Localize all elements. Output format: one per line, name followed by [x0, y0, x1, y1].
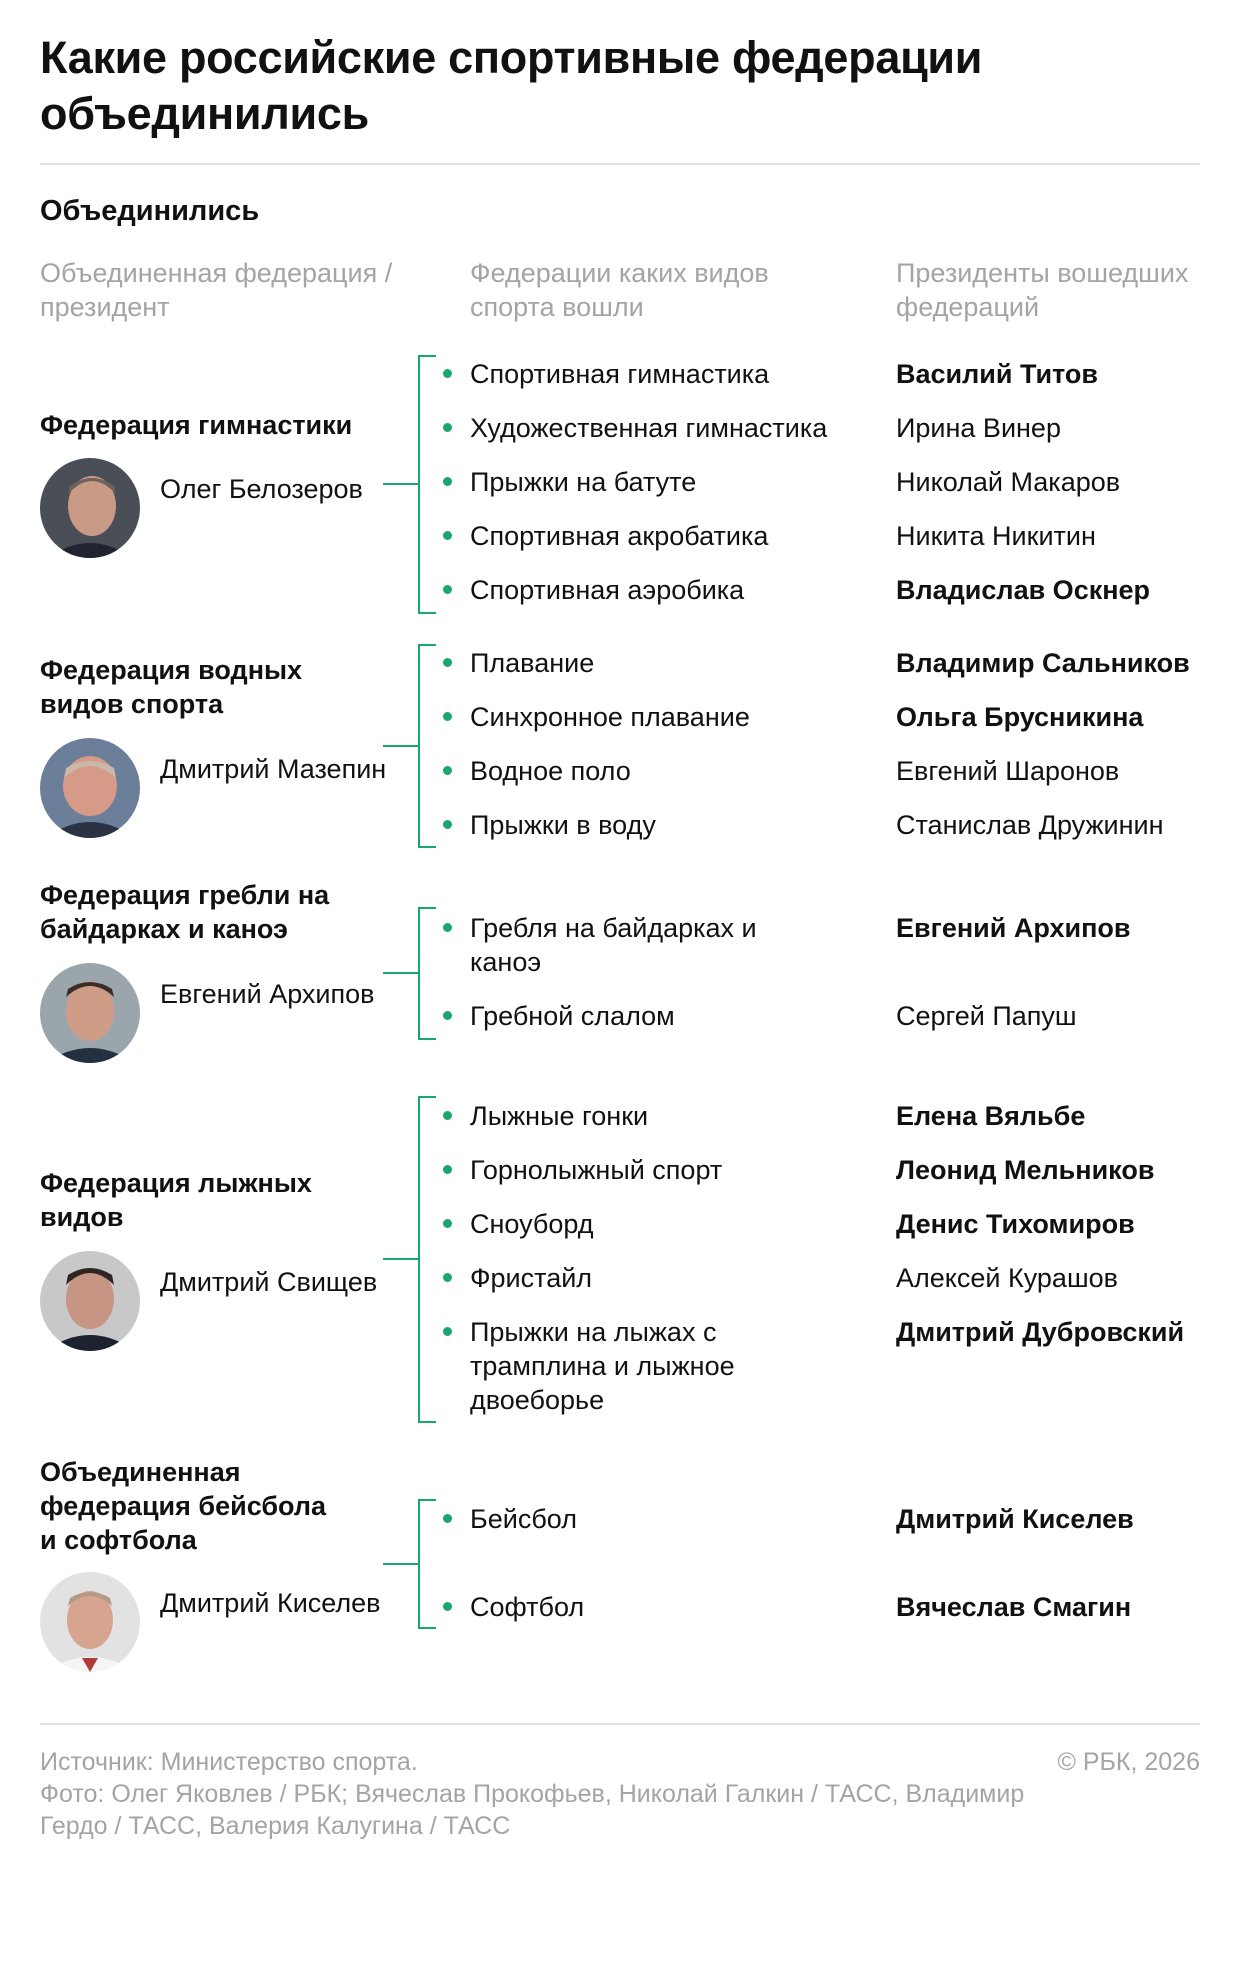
federation-name: Федерация водных видов спорта: [40, 655, 303, 719]
member-president: Ирина Винер: [896, 413, 1061, 443]
member-sport: Прыжки в воду: [470, 808, 870, 842]
member-president: Никита Никитин: [896, 521, 1096, 551]
photo-credits: Фото: Олег Яковлев / РБК; Вячеслав Прокофьев, Николай Галкин / ТАСС, Владимир Гердо / ТАСС, Валерия Калугина / ТАСС: [40, 1780, 1025, 1840]
bullet-icon: [443, 1273, 452, 1282]
group-bracket: [418, 1096, 436, 1423]
bracket-connector: [383, 745, 418, 747]
bullet-icon: [443, 1602, 452, 1611]
bracket-connector: [383, 1563, 418, 1565]
member-sport: Софтбол: [470, 1590, 870, 1624]
member-president: Евгений Шаронов: [896, 756, 1120, 786]
bracket-connector: [383, 972, 418, 974]
member-sport: Плавание: [470, 646, 870, 680]
member-sport: Прыжки на лыжах с трамплина и лыжное двоеборье: [470, 1315, 790, 1417]
group-bracket: [418, 907, 436, 1040]
source-note: Источник: Министерство спорта.: [40, 1748, 418, 1776]
bullet-icon: [443, 531, 452, 540]
group-bracket: [418, 355, 436, 614]
member-president: Леонид Мельников: [896, 1155, 1155, 1185]
bullet-icon: [443, 766, 452, 775]
divider: [40, 1723, 1200, 1725]
bullet-icon: [443, 712, 452, 721]
bullet-icon: [443, 658, 452, 667]
bullet-icon: [443, 423, 452, 432]
bullet-icon: [443, 369, 452, 378]
member-sport: Водное поло: [470, 754, 870, 788]
member-sport: Синхронное плавание: [470, 700, 870, 734]
member-president: Денис Тихомиров: [896, 1209, 1135, 1239]
federation-name: Федерация гребли на байдарках и каноэ: [40, 880, 330, 944]
member-president: Владислав Оскнер: [896, 575, 1151, 605]
column-header-sports: Федерации каких видов спорта вошли: [470, 258, 769, 322]
bullet-icon: [443, 820, 452, 829]
member-sport: Художественная гимнастика: [470, 411, 870, 445]
member-president: Станислав Дружинин: [896, 810, 1164, 840]
federation-president: Олег Белозеров: [160, 474, 363, 504]
member-president: Алексей Курашов: [896, 1263, 1118, 1293]
member-president: Николай Макаров: [896, 467, 1121, 497]
member-sport: Фристайл: [470, 1261, 870, 1295]
member-president: Дмитрий Дубровский: [896, 1317, 1185, 1347]
bullet-icon: [443, 1219, 452, 1228]
member-president: Евгений Архипов: [896, 913, 1131, 943]
bullet-icon: [443, 1327, 452, 1336]
group-bracket: [418, 1499, 436, 1629]
member-president: Василий Титов: [896, 359, 1098, 389]
president-photo: [40, 1572, 140, 1672]
member-president: Дмитрий Киселев: [896, 1504, 1134, 1534]
bullet-icon: [443, 1011, 452, 1020]
divider: [40, 163, 1200, 165]
group-bracket: [418, 644, 436, 848]
column-header-presidents: Президенты вошедших федераций: [896, 258, 1189, 322]
member-sport: Гребля на байдарках и каноэ: [470, 911, 770, 979]
federation-name: Федерация лыжных видов: [40, 1168, 312, 1232]
copyright: © РБК, 2026: [1057, 1748, 1200, 1776]
member-president: Вячеслав Смагин: [896, 1592, 1132, 1622]
bracket-connector: [383, 483, 418, 485]
section-heading: Объединились: [40, 195, 260, 227]
president-photo: [40, 1251, 140, 1351]
bullet-icon: [443, 1165, 452, 1174]
bullet-icon: [443, 1514, 452, 1523]
federation-president: Дмитрий Свищев: [160, 1267, 378, 1297]
bullet-icon: [443, 1111, 452, 1120]
member-president: Владимир Сальников: [896, 648, 1190, 678]
bullet-icon: [443, 477, 452, 486]
member-sport: Прыжки на батуте: [470, 465, 870, 499]
column-header-federation: Объединенная федерация / президент: [40, 258, 393, 322]
member-sport: Спортивная аэробика: [470, 573, 870, 607]
federation-president: Дмитрий Мазепин: [160, 754, 387, 784]
member-sport: Горнолыжный спорт: [470, 1153, 870, 1187]
member-sport: Спортивная акробатика: [470, 519, 870, 553]
member-sport: Спортивная гимнастика: [470, 357, 870, 391]
member-sport: Гребной слалом: [470, 999, 870, 1033]
member-president: Сергей Папуш: [896, 1001, 1077, 1031]
president-photo: [40, 738, 140, 838]
member-president: Ольга Брусникина: [896, 702, 1144, 732]
member-sport: Бейсбол: [470, 1502, 870, 1536]
federation-name: Федерация гимнастики: [40, 410, 353, 440]
member-sport: Сноуборд: [470, 1207, 870, 1241]
federation-president: Дмитрий Киселев: [160, 1588, 381, 1618]
bracket-connector: [383, 1258, 418, 1260]
president-photo: [40, 963, 140, 1063]
federation-name: Объединенная федерация бейсбола и софтбола: [40, 1457, 327, 1555]
federation-president: Евгений Архипов: [160, 979, 375, 1009]
bullet-icon: [443, 923, 452, 932]
president-photo: [40, 458, 140, 558]
member-president: Елена Вяльбе: [896, 1101, 1086, 1131]
page-title: Какие российские спортивные федерации объединились: [40, 32, 983, 139]
member-sport: Лыжные гонки: [470, 1099, 870, 1133]
bullet-icon: [443, 585, 452, 594]
